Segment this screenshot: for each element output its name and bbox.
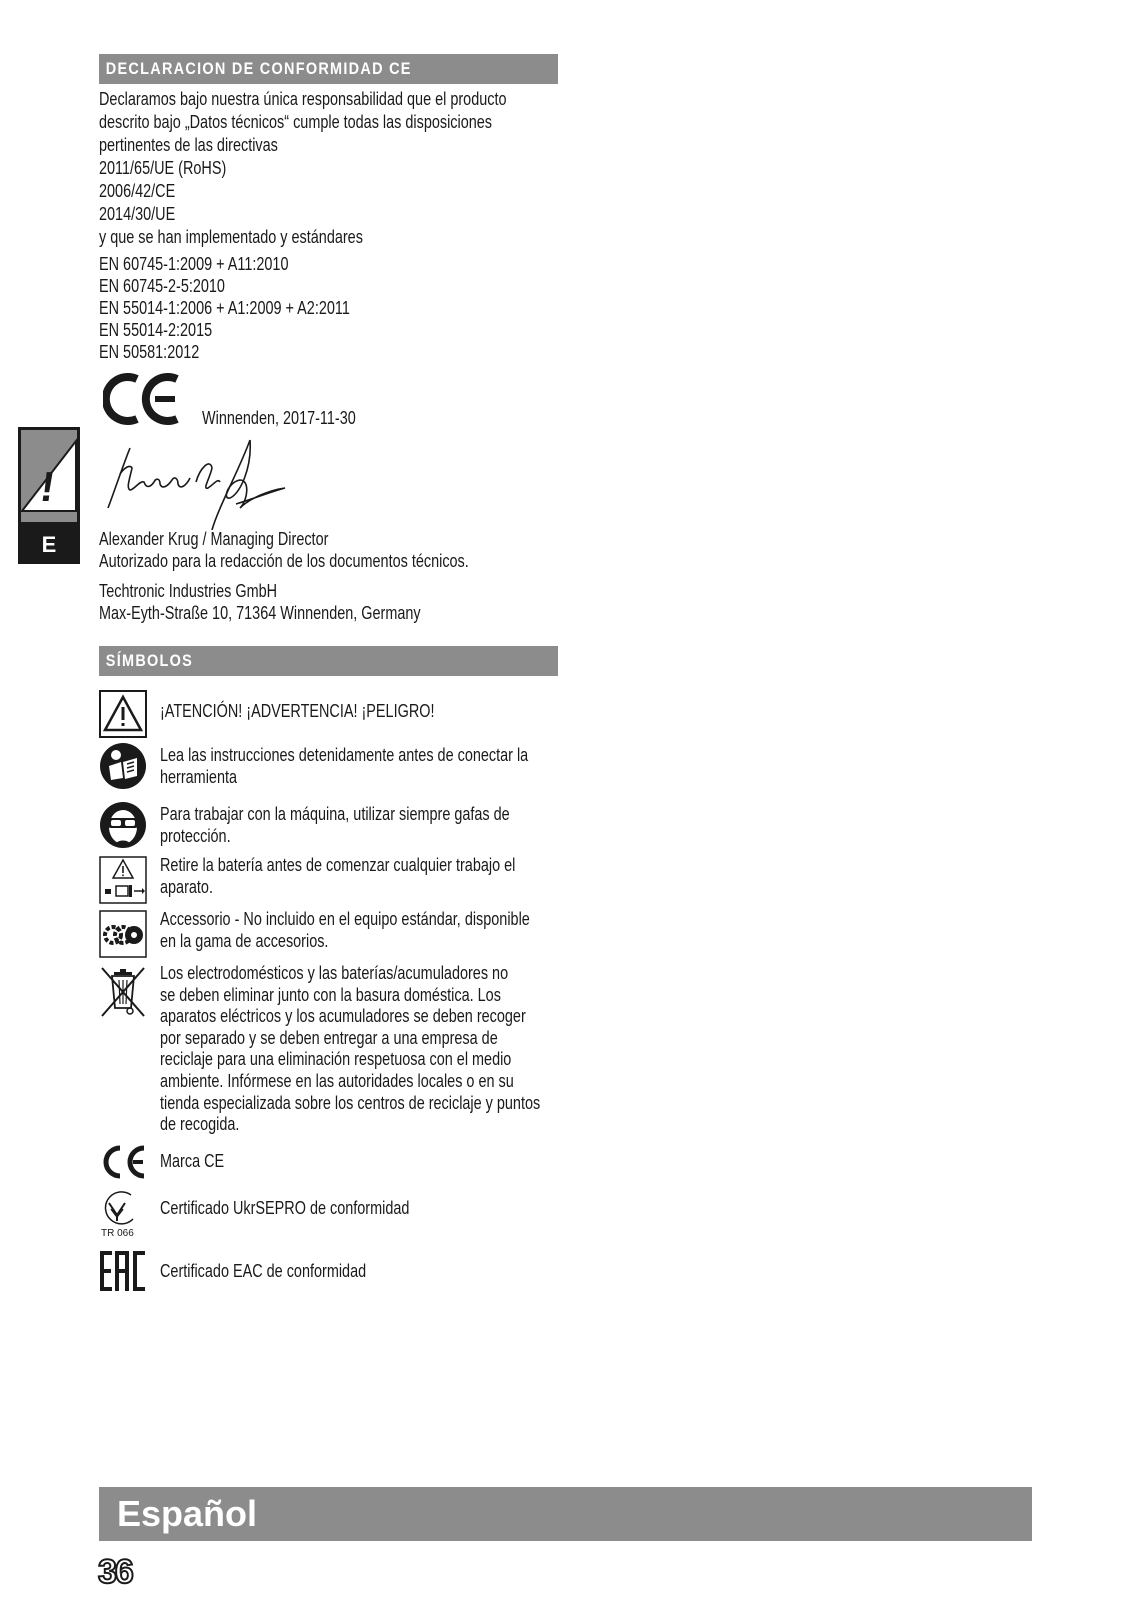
- symbol-description: Certificado EAC de conformidad: [160, 1260, 367, 1281]
- symbol-description: Los electrodomésticos y las baterías/acumuladores no: [160, 962, 509, 983]
- symbol-description: Accessorio - No incluido en el equipo estándar, disponible: [160, 908, 530, 929]
- safety-goggles-icon: [99, 801, 147, 849]
- standard: EN 55014-1:2006 + A1:2009 + A2:2011: [99, 297, 350, 318]
- directive: 2014/30/UE: [99, 203, 176, 224]
- place-date: Winnenden, 2017-11-30: [202, 407, 356, 428]
- eac-icon: [99, 1250, 147, 1292]
- page-number: 36: [98, 1553, 132, 1591]
- language-side-tab: [18, 427, 80, 564]
- symbol-description: ambiente. Infórmese en las autoridades locales o en su: [160, 1069, 514, 1091]
- svg-text:!: !: [37, 463, 58, 510]
- declaration-intro-line: pertinentes de las directivas: [99, 134, 278, 155]
- directive: 2011/65/UE (RoHS): [99, 157, 227, 178]
- symbol-description: en la gama de accesorios.: [160, 929, 329, 951]
- ukrsepro-caption: TR 066: [101, 1228, 134, 1239]
- language-letter: E: [41, 532, 57, 557]
- ce-mark-icon: [99, 1144, 147, 1180]
- declaration-intro-line: Declaramos bajo nuestra única responsabilidad que el producto: [99, 88, 507, 109]
- read-manual-icon: [99, 742, 147, 790]
- signer: Alexander Krug / Managing Director: [99, 528, 329, 549]
- crossed-bin-icon: [99, 964, 147, 1020]
- symbol-description: Marca CE: [160, 1150, 225, 1171]
- ce-mark-icon: [103, 373, 183, 425]
- symbol-description: aparato.: [160, 875, 213, 897]
- symbol-description: ¡ATENCIÓN! ¡ADVERTENCIA! ¡PELIGRO!: [160, 700, 435, 721]
- standards-intro: y que se han implementado y estándares: [99, 226, 363, 247]
- remove-battery-icon: [99, 856, 147, 904]
- ukrsepro-icon: [99, 1189, 147, 1231]
- footer-language: Español: [117, 1493, 258, 1534]
- signature: [100, 438, 300, 530]
- symbol-description: Lea las instrucciones detenidamente antes de conectar la: [160, 744, 529, 765]
- symbol-description: reciclaje para una eliminación respetuosa con el medio: [160, 1048, 512, 1070]
- symbol-description: Retire la batería antes de comenzar cualquier trabajo el: [160, 854, 516, 875]
- symbol-description: herramienta: [160, 765, 238, 787]
- directive: 2006/42/CE: [99, 180, 176, 201]
- symbol-description: tienda especializada sobre los centros de reciclaje y puntos: [160, 1091, 541, 1113]
- warning-triangle-icon: [99, 690, 147, 738]
- symbols-heading: SÍMBOLOS: [99, 646, 558, 676]
- standard: EN 60745-1:2009 + A11:2010: [99, 253, 289, 274]
- standard: EN 55014-2:2015: [99, 319, 213, 340]
- symbol-description: aparatos eléctricos y los acumuladores se deben recoger: [160, 1005, 526, 1027]
- company-address: Max-Eyth-Straße 10, 71364 Winnenden, Germany: [99, 602, 421, 623]
- footer-language-bar: [99, 1487, 1032, 1541]
- accessory-blades-icon: [99, 910, 147, 958]
- declaration-intro-line: descrito bajo „Datos técnicos“ cumple todas las disposiciones: [99, 111, 493, 132]
- symbol-description: protección.: [160, 824, 231, 846]
- authorization-note: Autorizado para la redacción de los documentos técnicos.: [99, 550, 469, 571]
- symbol-description: Para trabajar con la máquina, utilizar siempre gafas de: [160, 803, 510, 824]
- standard: EN 50581:2012: [99, 341, 200, 362]
- symbol-description: de recogida.: [160, 1113, 240, 1135]
- symbol-description: Certificado UkrSEPRO de conformidad: [160, 1197, 410, 1218]
- company-name: Techtronic Industries GmbH: [99, 580, 278, 601]
- declaration-heading: DECLARACION DE CONFORMIDAD CE: [99, 54, 558, 84]
- standard: EN 60745-2-5:2010: [99, 275, 225, 296]
- symbol-description: se deben eliminar junto con la basura doméstica. Los: [160, 983, 501, 1005]
- symbol-description: por separado y se deben entregar a una empresa de: [160, 1026, 498, 1048]
